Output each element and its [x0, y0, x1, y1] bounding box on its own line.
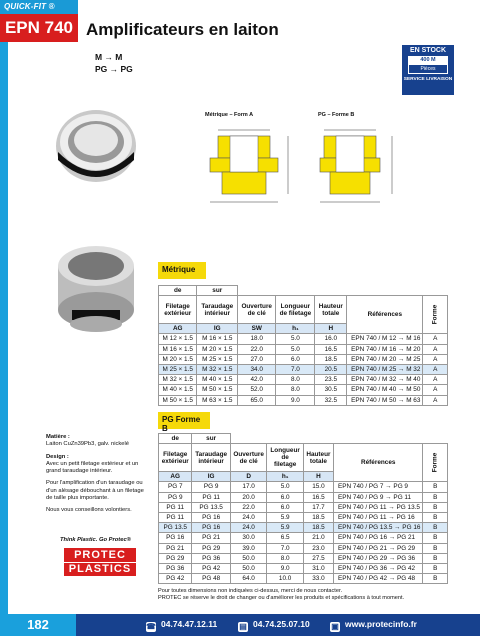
fax-icon: ▤: [239, 622, 247, 631]
table-cell: 16.5: [315, 344, 347, 354]
table-cell: B: [423, 502, 448, 512]
table-cell: EPN 740 / M 25 → M 32: [347, 364, 423, 374]
table-cell: 22.0: [238, 344, 276, 354]
table-cell: B: [423, 563, 448, 573]
table-cell: EPN 740 / M 32 → M 40: [347, 375, 423, 385]
pg-col-ig: Taraudage intérieur: [192, 444, 230, 472]
pg-sym-h: H: [303, 472, 333, 482]
table-cell: B: [423, 482, 448, 492]
table-cell: PG 36: [192, 553, 230, 563]
conversion-2: PG → PG: [95, 64, 133, 74]
table-cell: 20.5: [315, 364, 347, 374]
table-row: [159, 533, 448, 543]
product-photo-top: [52, 102, 140, 190]
left-color-band: [0, 0, 8, 636]
drawing-label-form-a: Métrique – Form A: [205, 112, 254, 118]
table-row: [159, 523, 448, 533]
table-row: [159, 502, 448, 512]
table-row: [159, 334, 448, 344]
table-cell: 50.0: [230, 563, 267, 573]
footer-web[interactable]: [330, 619, 417, 632]
footer-phone[interactable]: [146, 619, 217, 632]
table-cell: 18.5: [315, 354, 347, 364]
table-cell: PG 36: [159, 563, 192, 573]
stock-service: SERVICE LIVRAISON: [403, 77, 453, 82]
pg-sym-h1: h₁: [267, 472, 303, 482]
table-cell: 23.5: [315, 375, 347, 385]
table-cell: 5.0: [276, 334, 315, 344]
product-badge: [0, 0, 78, 42]
table-cell: 50.0: [230, 553, 267, 563]
table-cell: 52.0: [238, 385, 276, 395]
table-cell: 6.0: [276, 354, 315, 364]
material-label: Matière :: [46, 434, 70, 440]
table-cell: M 40 × 1.5: [159, 385, 197, 395]
table-cell: 10.0: [267, 574, 303, 584]
table-cell: A: [423, 354, 448, 364]
table-row: [159, 344, 448, 354]
technical-drawing: [196, 122, 406, 210]
table-cell: EPN 740 / PG 11 → PG 13.5: [334, 502, 423, 512]
table-cell: EPN 740 / PG 36 → PG 42: [334, 563, 423, 573]
fax-text: 04.74.25.07.10: [253, 619, 310, 629]
table-cell: 18.5: [303, 523, 333, 533]
table-cell: 9.0: [276, 395, 315, 405]
footnote: [158, 588, 404, 602]
table-cell: B: [423, 533, 448, 543]
table-cell: A: [423, 375, 448, 385]
table-cell: M 25 × 1.5: [197, 354, 238, 364]
table-cell: 5.0: [267, 482, 303, 492]
table-cell: M 50 × 1.5: [159, 395, 197, 405]
stock-title: EN STOCK: [409, 47, 447, 54]
table-cell: PG 42: [159, 574, 192, 584]
table-cell: M 32 × 1.5: [159, 375, 197, 385]
metric-head-de: de: [159, 286, 197, 296]
product-info: [46, 434, 146, 520]
table-cell: 15.0: [303, 482, 333, 492]
pg-head-sur: sur: [192, 434, 230, 444]
table-cell: 7.0: [276, 364, 315, 374]
table-cell: M 20 × 1.5: [197, 344, 238, 354]
table-cell: PG 9: [192, 482, 230, 492]
table-cell: 21.0: [303, 533, 333, 543]
metric-sym-sw: SW: [238, 324, 276, 334]
stock-count: 400 M: [408, 56, 448, 64]
footnote-line1: Pour toutes dimensions non indiquées ci-dessus, merci de nous contacter.: [158, 588, 343, 594]
metric-sym-ig: IG: [197, 324, 238, 334]
table-cell: PG 11: [192, 492, 230, 502]
table-cell: M 20 × 1.5: [159, 354, 197, 364]
table-cell: PG 7: [159, 482, 192, 492]
table-cell: M 63 × 1.5: [197, 395, 238, 405]
brand-small: QUICK-FIT ®: [4, 2, 55, 11]
table-cell: A: [423, 334, 448, 344]
table-cell: EPN 740 / PG 42 → PG 48: [334, 574, 423, 584]
table-cell: 22.0: [230, 502, 267, 512]
table-cell: M 32 × 1.5: [197, 364, 238, 374]
table-cell: 20.0: [230, 492, 267, 502]
metric-head-sur: sur: [197, 286, 238, 296]
page-number: 182: [0, 614, 76, 636]
metric-col-ref: Références: [347, 296, 423, 334]
usage-text: Pour l'amplification d'un taraudage ou d'un alésage débouchant à un filetage de taille plus importante.: [46, 480, 144, 502]
table-cell: PG 21: [192, 533, 230, 543]
table-cell: 17.0: [230, 482, 267, 492]
table-cell: 6.0: [267, 492, 303, 502]
web-icon: ▣: [331, 622, 339, 631]
table-cell: EPN 740 / M 12 → M 16: [347, 334, 423, 344]
table-cell: 23.0: [303, 543, 333, 553]
table-cell: 24.0: [230, 523, 267, 533]
table-cell: 31.0: [303, 563, 333, 573]
metric-table: [158, 285, 448, 406]
table-cell: A: [423, 395, 448, 405]
pg-col-d: Ouverture de clé: [230, 444, 267, 472]
table-cell: 6.5: [267, 533, 303, 543]
table-cell: PG 42: [192, 563, 230, 573]
pg-sym-d: D: [230, 472, 267, 482]
brand-logo: [64, 548, 136, 576]
section-metric: Métrique: [158, 262, 206, 279]
product-code: EPN 740: [0, 14, 78, 42]
table-cell: 18.5: [303, 512, 333, 522]
table-cell: A: [423, 344, 448, 354]
table-row: [159, 482, 448, 492]
table-cell: PG 9: [159, 492, 192, 502]
footer-fax[interactable]: [238, 619, 310, 632]
table-cell: 16.5: [303, 492, 333, 502]
table-cell: EPN 740 / PG 11 → PG 16: [334, 512, 423, 522]
metric-sym-h: H: [315, 324, 347, 334]
table-cell: EPN 740 / M 50 → M 63: [347, 395, 423, 405]
metric-sym-ag: AG: [159, 324, 197, 334]
pg-col-forme: Forme: [431, 453, 439, 473]
table-cell: 24.0: [230, 512, 267, 522]
phone-text: 04.74.47.12.11: [161, 619, 218, 629]
table-cell: PG 16: [192, 512, 230, 522]
metric-col-h1: Longueur de filetage: [276, 296, 315, 324]
footer-bar: [0, 614, 480, 636]
table-cell: 7.0: [267, 543, 303, 553]
stock-unit: Pièces: [408, 64, 448, 74]
table-cell: 34.0: [238, 364, 276, 374]
table-cell: 42.0: [238, 375, 276, 385]
table-cell: PG 11: [159, 512, 192, 522]
table-cell: 6.0: [267, 502, 303, 512]
table-row: [159, 385, 448, 395]
web-text: www.protecinfo.fr: [345, 619, 417, 629]
brand-line1: PROTEC: [64, 548, 136, 563]
metric-col-sw: Ouverture de clé: [238, 296, 276, 324]
table-cell: B: [423, 543, 448, 553]
table-cell: B: [423, 512, 448, 522]
table-cell: EPN 740 / M 40 → M 50: [347, 385, 423, 395]
table-cell: 9.0: [267, 563, 303, 573]
pg-sym-ag: AG: [159, 472, 192, 482]
table-cell: EPN 740 / PG 13.5 → PG 16: [334, 523, 423, 533]
table-cell: 8.0: [276, 375, 315, 385]
design-label: Design :: [46, 453, 69, 460]
stock-badge: [402, 45, 454, 95]
table-cell: EPN 740 / PG 9 → PG 11: [334, 492, 423, 502]
table-cell: B: [423, 523, 448, 533]
brand-tagline: Think Plastic. Go Protec®: [60, 537, 131, 543]
table-cell: A: [423, 364, 448, 374]
table-cell: PG 13.5: [192, 502, 230, 512]
brand-line2: PLASTICS: [68, 563, 132, 575]
table-row: [159, 553, 448, 563]
table-cell: EPN 740 / PG 7 → PG 9: [334, 482, 423, 492]
table-cell: 27.0: [238, 354, 276, 364]
table-cell: 32.5: [315, 395, 347, 405]
pg-sym-ig: IG: [192, 472, 230, 482]
table-cell: 64.0: [230, 574, 267, 584]
table-cell: 5.9: [267, 512, 303, 522]
table-cell: 30.0: [230, 533, 267, 543]
page-title: Amplificateurs en laiton: [86, 20, 279, 39]
table-cell: 5.9: [267, 523, 303, 533]
table-row: [159, 354, 448, 364]
table-cell: B: [423, 492, 448, 502]
section-pg: PG Forme B: [158, 412, 210, 429]
table-cell: PG 29: [159, 553, 192, 563]
table-cell: 8.0: [267, 553, 303, 563]
table-cell: PG 29: [192, 543, 230, 553]
metric-sym-h1: h₁: [276, 324, 315, 334]
table-row: [159, 563, 448, 573]
table-cell: M 50 × 1.5: [197, 385, 238, 395]
table-cell: PG 48: [192, 574, 230, 584]
phone-icon: ☎: [146, 622, 156, 631]
table-cell: M 16 × 1.5: [197, 334, 238, 344]
table-cell: 27.5: [303, 553, 333, 563]
pg-head-de: de: [159, 434, 192, 444]
conversion-1: M → M: [95, 52, 123, 62]
table-cell: EPN 740 / PG 21 → PG 29: [334, 543, 423, 553]
pg-table: [158, 433, 448, 584]
design-text: Avec un petit filetage extérieur et un grand taraudage intérieur.: [46, 460, 139, 475]
table-row: [159, 574, 448, 584]
table-cell: M 16 × 1.5: [159, 344, 197, 354]
table-cell: EPN 740 / PG 16 → PG 21: [334, 533, 423, 543]
table-cell: M 12 × 1.5: [159, 334, 197, 344]
table-cell: EPN 740 / M 16 → M 20: [347, 344, 423, 354]
pg-col-ref: Références: [334, 444, 423, 482]
table-cell: 8.0: [276, 385, 315, 395]
table-cell: 33.0: [303, 574, 333, 584]
table-row: [159, 492, 448, 502]
metric-col-ag: Filetage extérieur: [159, 296, 197, 324]
table-cell: EPN 740 / M 20 → M 25: [347, 354, 423, 364]
table-cell: 17.7: [303, 502, 333, 512]
pg-col-ag: Filetage extérieur: [159, 444, 192, 472]
material-text: Laiton CuZn39Pb3, galv. nickelé: [46, 441, 130, 448]
table-cell: M 40 × 1.5: [197, 375, 238, 385]
footnote-line2: PROTEC se réserve le droit de changer ou d'améliorer les produits et spécifications à tout moment.: [158, 595, 405, 601]
table-cell: 5.0: [276, 344, 315, 354]
table-row: [159, 375, 448, 385]
table-cell: M 25 × 1.5: [159, 364, 197, 374]
metric-col-ig: Taraudage intérieur: [197, 296, 238, 324]
pg-col-h: Hauteur totale: [303, 444, 333, 472]
table-cell: PG 16: [159, 533, 192, 543]
metric-col-forme: Forme: [431, 305, 439, 325]
table-cell: 30.5: [315, 385, 347, 395]
table-cell: 65.0: [238, 395, 276, 405]
table-cell: 18.0: [238, 334, 276, 344]
table-cell: 39.0: [230, 543, 267, 553]
pg-col-h1: Longueur de filetage: [267, 444, 303, 472]
table-cell: PG 21: [159, 543, 192, 553]
product-photo-bottom: [52, 236, 140, 336]
table-row: [159, 395, 448, 405]
table-row: [159, 512, 448, 522]
table-row: [159, 543, 448, 553]
table-cell: B: [423, 574, 448, 584]
table-row: [159, 364, 448, 374]
table-cell: EPN 740 / PG 29 → PG 36: [334, 553, 423, 563]
table-cell: PG 13.5: [159, 523, 192, 533]
table-cell: PG 11: [159, 502, 192, 512]
table-cell: B: [423, 553, 448, 563]
advice-text: Nous vous conseillons volontiers.: [46, 507, 132, 514]
table-cell: PG 16: [192, 523, 230, 533]
drawing-label-form-b: PG – Forme B: [318, 112, 355, 118]
table-cell: 16.0: [315, 334, 347, 344]
metric-col-h: Hauteur totale: [315, 296, 347, 324]
table-cell: A: [423, 385, 448, 395]
